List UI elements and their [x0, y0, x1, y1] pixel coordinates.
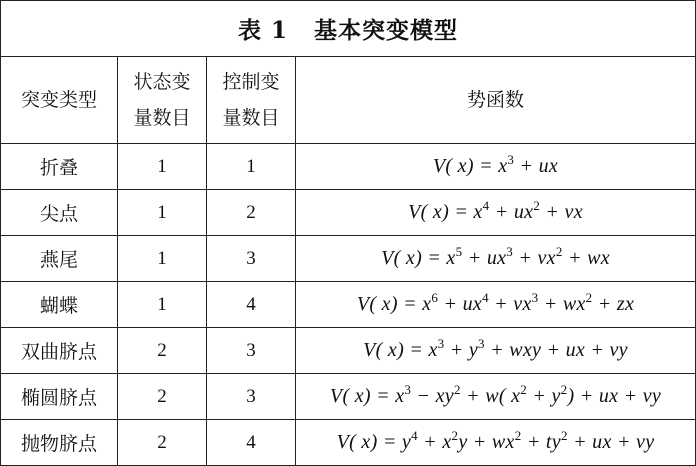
header-control-line1: 控制变: [222, 71, 280, 93]
formula-exponent: 2: [555, 244, 563, 259]
cell-potential-function: [296, 328, 696, 374]
formula-text: V( x) = x: [329, 385, 405, 407]
cell-state-count: 2: [118, 328, 207, 374]
cell-type: 尖点: [1, 190, 118, 236]
cell-control-count: 4: [207, 282, 296, 328]
formula-exponent: 3: [531, 290, 539, 305]
table-row: [1, 190, 696, 236]
header-control-count: [207, 57, 296, 144]
formula-exponent: 3: [506, 244, 514, 259]
formula-text: + y: [527, 385, 561, 407]
formula-text: y + wx: [458, 431, 515, 453]
formula-exponent: 4: [411, 428, 418, 443]
formula-exponent: 3: [478, 336, 485, 351]
formula-text: + ty: [521, 431, 561, 453]
header-potential: [296, 57, 696, 144]
header-potential-label: 势函数: [467, 89, 525, 111]
potential-formula: [329, 382, 662, 407]
formula-exponent: 3: [507, 152, 515, 167]
potential-formula: [381, 244, 610, 269]
cell-control-count: 3: [207, 374, 296, 420]
formula-exponent: 5: [455, 244, 463, 259]
formula-text: ) + ux + vy: [567, 385, 662, 407]
formula-text: − xy: [411, 385, 454, 407]
cell-type: 抛物脐点: [1, 420, 118, 466]
header-row: [1, 57, 696, 144]
cell-state-count: 2: [118, 374, 207, 420]
formula-text: + w( x: [460, 385, 521, 407]
cell-control-count: 3: [207, 328, 296, 374]
cell-state-count: 1: [118, 190, 207, 236]
formula-exponent: 6: [431, 290, 439, 305]
potential-formula: [408, 198, 583, 223]
header-type-label: 突变类型: [20, 89, 97, 111]
formula-text: + ux + vy: [567, 431, 655, 453]
formula-text: + zx: [592, 293, 635, 315]
header-control-line2: 量数目: [222, 107, 280, 129]
formula-exponent: 2: [520, 382, 528, 397]
formula-exponent: 3: [437, 336, 445, 351]
table-title-text: 基本突变模型: [314, 17, 459, 44]
header-state-line1: 状态变: [133, 71, 191, 93]
potential-formula: [432, 152, 559, 177]
formula-text: + ux: [514, 155, 559, 177]
cell-state-count: 2: [118, 420, 207, 466]
header-type: [1, 57, 118, 144]
formula-text: + vx: [513, 247, 556, 269]
formula-text: V( x) = x: [432, 155, 508, 177]
formula-exponent: 3: [404, 382, 412, 397]
cell-type: 折叠: [1, 144, 118, 190]
formula-exponent: 4: [482, 290, 489, 305]
cell-type: 椭圆脐点: [1, 374, 118, 420]
header-state-line2: 量数目: [133, 107, 191, 129]
formula-exponent: 2: [451, 428, 459, 443]
table-title: [1, 1, 696, 57]
formula-text: + y: [444, 339, 479, 361]
formula-text: + ux: [489, 201, 534, 223]
cell-type: 双曲脐点: [1, 328, 118, 374]
formula-exponent: 2: [560, 428, 568, 443]
potential-formula: [363, 336, 628, 361]
cell-potential-function: [296, 282, 696, 328]
cell-control-count: 3: [207, 236, 296, 282]
formula-exponent: 2: [514, 428, 522, 443]
formula-exponent: 2: [533, 198, 541, 213]
formula-text: V( x) = x: [381, 247, 456, 269]
formula-text: + wxy + ux + vy: [484, 339, 628, 361]
table-title-number: 表 1: [238, 17, 289, 44]
cell-control-count: 2: [207, 190, 296, 236]
cell-potential-function: [296, 190, 696, 236]
formula-text: + vx: [488, 293, 532, 315]
formula-text: V( x) = x: [408, 201, 483, 223]
formula-text: V( x) = y: [336, 431, 412, 453]
cell-potential-function: [296, 374, 696, 420]
formula-exponent: 4: [482, 198, 490, 213]
cell-potential-function: [296, 236, 696, 282]
cell-state-count: 1: [118, 282, 207, 328]
cell-potential-function: [296, 144, 696, 190]
formula-text: + wx: [538, 293, 586, 315]
cell-state-count: 1: [118, 144, 207, 190]
header-state-count: [118, 57, 207, 144]
formula-text: + ux: [438, 293, 483, 315]
title-row: [1, 1, 696, 57]
formula-text: + x: [417, 431, 452, 453]
cell-type: 蝴蝶: [1, 282, 118, 328]
formula-exponent: 2: [453, 382, 461, 397]
formula-exponent: 2: [585, 290, 593, 305]
potential-formula: [356, 290, 635, 315]
formula-text: V( x) = x: [363, 339, 438, 361]
potential-formula: [336, 428, 655, 453]
cell-type: 燕尾: [1, 236, 118, 282]
formula-text: + vx: [540, 201, 583, 223]
table-row: [1, 282, 696, 328]
formula-exponent: 2: [560, 382, 568, 397]
table-row: [1, 144, 696, 190]
cell-control-count: 4: [207, 420, 296, 466]
table-row: [1, 374, 696, 420]
cell-state-count: 1: [118, 236, 207, 282]
formula-text: + wx: [562, 247, 610, 269]
formula-text: V( x) = x: [356, 293, 432, 315]
table-row: [1, 236, 696, 282]
table-row: [1, 328, 696, 374]
formula-text: + ux: [462, 247, 507, 269]
cell-control-count: 1: [207, 144, 296, 190]
